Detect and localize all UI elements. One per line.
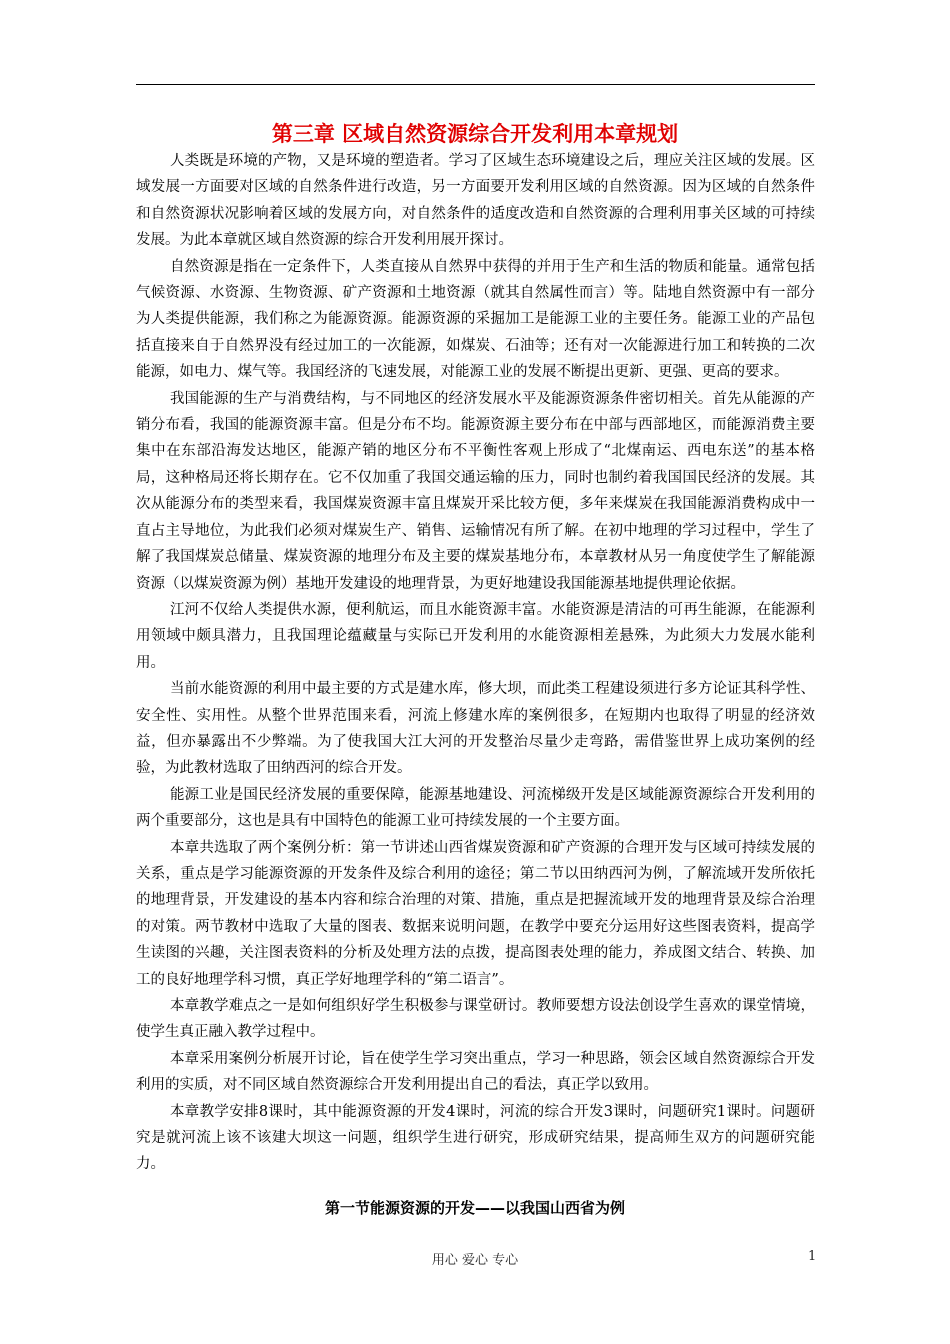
page-number: 1: [808, 1249, 817, 1264]
paragraph: 江河不仅给人类提供水源，便利航运，而且水能资源丰富。水能资源是清洁的可再生能源，在能源利用领域中颇具潜力，且我国理论蕴藏量与实际已开发利用的水能资源相差悬殊，为此须大力发展水能利用。: [136, 601, 815, 671]
header-rule: [136, 84, 815, 85]
paragraph: 本章教学安排8课时，其中能源资源的开发4课时，河流的综合开发3课时，问题研究1课时。问题研究是就河流上该不该建大坝这一问题，组织学生进行研究，形成研究结果，提高师生双方的问题研究能力。: [136, 1103, 815, 1173]
paragraph: 本章共选取了两个案例分析：第一节讲述山西省煤炭资源和矿产资源的合理开发与区域可持续发展的关系，重点是学习能源资源的开发条件及综合利用的途径；第二节以田纳西河为例，了解流域开发所依托的地理背景，开发建设的基本内容和综合治理的对策、措施，重点是把握流域开发的地理背景及综合治理的对策。两节教材中选取了大量的图表、数据来说明问题，在教学中要充分运用好这些图表资料，提高学生读图的兴趣，关注图表资料的分析及处理方法的点拨，提高图表处理的能力，养成图文结合、转换、加工的良好地理学科习惯，真正学好地理学科的“第二语言”。: [136, 839, 815, 988]
paragraph: 当前水能资源的利用中最主要的方式是建水库，修大坝，而此类工程建设须进行多方论证其科学性、安全性、实用性。从整个世界范围来看，河流上修建水库的案例很多，在短期内也取得了明显的经济效益，但亦暴露出不少弊端。为了使我国大江大河的开发整治尽量少走弯路，需借鉴世界上成功案例的经验，为此教材选取了田纳西河的综合开发。: [136, 681, 815, 777]
paragraph: 我国能源的生产与消费结构，与不同地区的经济发展水平及能源资源条件密切相关。首先从能源的产销分布看，我国的能源资源丰富。但是分布不均。能源资源主要分布在中部与西部地区，而能源消费主要集中在东部沿海发达地区，能源产销的地区分布不平衡性客观上形成了“北煤南运、西电东送”的基本格局，这种格局还将长期存在。它不仅加重了我国交通运输的压力，同时也制约着我国国民经济的发展。其次从能源分布的类型来看，我国煤炭资源丰富且煤炭开采比较方便，多年来煤炭在我国能源消费构成中一直占主导地位，为此我们必须对煤炭生产、销售、运输情况有所了解。在初中地理的学习过程中，学生了解了我国煤炭总储量、煤炭资源的地理分布及主要的煤炭基地分布，本章教材从另一角度使学生了解能源资源（以煤炭资源为例）基地开发建设的地理背景，为更好地建设我国能源基地提供理论依据。: [136, 390, 815, 592]
paragraph: 自然资源是指在一定条件下，人类直接从自然界中获得的并用于生产和生活的物质和能量。通常包括气候资源、水资源、生物资源、矿产资源和土地资源（就其自然属性而言）等。陆地自然资源中有一部分为人类提供能源，我们称之为能源资源。能源资源的采掘加工是能源工业的主要任务。能源工业的产品包括直接来自于自然界没有经过加工的一次能源，如煤炭、石油等；还有对一次能源进行加工和转换的二次能源，如电力、煤气等。我国经济的飞速发展，对能源工业的发展不断提出更新、更强、更高的要求。: [136, 258, 815, 381]
body-text: [136, 148, 815, 1178]
paragraph: 人类既是环境的产物，又是环境的塑造者。学习了区域生态环境建设之后，理应关注区域的发展。区域发展一方面要对区域的自然条件进行改造，另一方面要开发利用区域的自然资源。因为区域的自然条件和自然资源状况影响着区域的发展方向，对自然条件的适度改造和自然资源的合理利用事关区域的可持续发展。为此本章就区域自然资源的综合开发利用展开探讨。: [136, 153, 815, 249]
paragraph: 能源工业是国民经济发展的重要保障，能源基地建设、河流梯级开发是区域能源资源综合开发利用的两个重要部分，这也是具有中国特色的能源工业可持续发展的一个主要方面。: [136, 786, 815, 830]
section-heading: 第一节能源资源的开发——以我国山西省为例: [324, 1199, 625, 1217]
page-title: 第三章 区域自然资源综合开发利用本章规划: [271, 122, 679, 146]
footer-text: 用心 爱心 专心: [431, 1253, 519, 1268]
paragraph: 本章采用案例分析展开讨论，旨在使学生学习突出重点，学习一种思路，领会区域自然资源综合开发利用的实质，对不同区域自然资源综合开发利用提出自己的看法，真正学以致用。: [136, 1050, 815, 1094]
paragraph: 本章教学难点之一是如何组织好学生积极参与课堂研讨。教师要想方设法创设学生喜欢的课堂情境，使学生真正融入教学过程中。: [136, 998, 815, 1041]
